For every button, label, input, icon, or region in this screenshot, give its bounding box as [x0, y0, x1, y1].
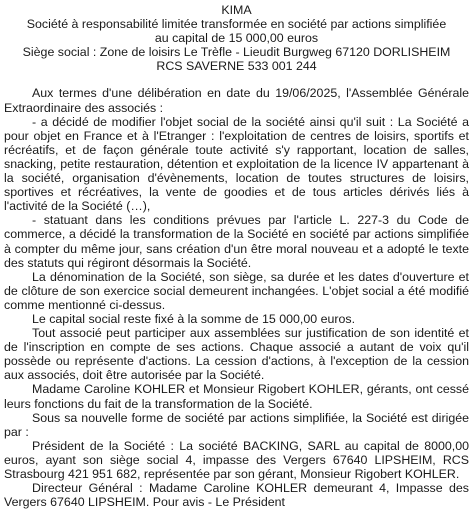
notice-header	[4, 3, 469, 73]
paragraph-president: Président de la Société : La société BACKING, SARL au capital de 8000,00 euros, ayant son siège social 4, impasse des Vergers 67640 LIPSHEIM, RCS Strasbourg 421 951 682, représentée par son gérant, Monsieur Rigobert KOHLER.	[4, 438, 469, 481]
paragraph-shareholders: Tout associé peut participer aux assemblées sur justification de son identité et de l'inscription en compte de ses actions. Chaque associé a autant de voix qu'il possède ou représente d'actions. La cession d'actions, à l'exception de la cession aux associés, doit être autorisée par la Société.	[4, 326, 469, 383]
paragraph-former-managers: Madame Caroline KOHLER et Monsieur Rigobert KOHLER, gérants, ont cessé leurs fonctions du fait de la transformation de la Société.	[4, 382, 469, 411]
company-capital: au capital de 15 000,00 euros	[154, 31, 319, 46]
notice-body	[4, 86, 469, 509]
paragraph-unchanged: La dénomination de la Société, son siège, sa durée et les dates d'ouverture et de clôture de son exercice social demeurent inchangées. L'objet social a été modifié comme mentionné ci-dessus.	[4, 269, 469, 312]
paragraph-governance: Sous sa nouvelle forme de société par actions simplifiée, la Société est dirigée par :	[4, 410, 469, 439]
paragraph-deliberation: Aux termes d'une délibération en date du 19/06/2025, l'Assemblée Générale Extraordinaire des associés :	[4, 86, 469, 115]
rcs-number: RCS SAVERNE 533 001 244	[156, 59, 317, 74]
paragraph-capital: Le capital social reste fixé à la somme de 15 000,00 euros.	[32, 311, 356, 326]
registered-office: Siège social : Zone de loisirs Le Trèfle - Lieudit Burgweg 67120 DORLISHEIM	[22, 45, 451, 60]
paragraph-transformation: - statuant dans les conditions prévues par l'article L. 227-3 du Code de commerce, a décidé la transformation de la Société en société par actions simplifiée à compter du même jour, sans création d'un être moral nouveau et a adopté le texte des statuts qui régiront désormais la Société.	[4, 213, 469, 270]
paragraph-object: - a décidé de modifier l'objet social de la société ainsi qu'il suit : La Société a pour objet en France et à l'Etranger : l'exploitation de centres de loisirs, sportifs et récréatifs, et de façon générale toute activité s'y rapportant, location de salles, snacking, petite restauration, détention et exploitation de la licence IV appartenant à la société, organisation d'évènements, location de toutes structures de loisirs, sportives et récréatives, la vente de goodies et de tous articles dérivés liés à l'activité de la Société (…),	[4, 114, 469, 214]
company-name: KIMA	[221, 3, 252, 17]
company-form: Société à responsabilité limitée transformée en société par actions simplifiée	[26, 17, 447, 32]
paragraph-director: Directeur Général : Madame Caroline KOHLER demeurant 4, Impasse des Vergers 67640 LIPSHEIM. Pour avis - Le Président	[4, 481, 469, 510]
